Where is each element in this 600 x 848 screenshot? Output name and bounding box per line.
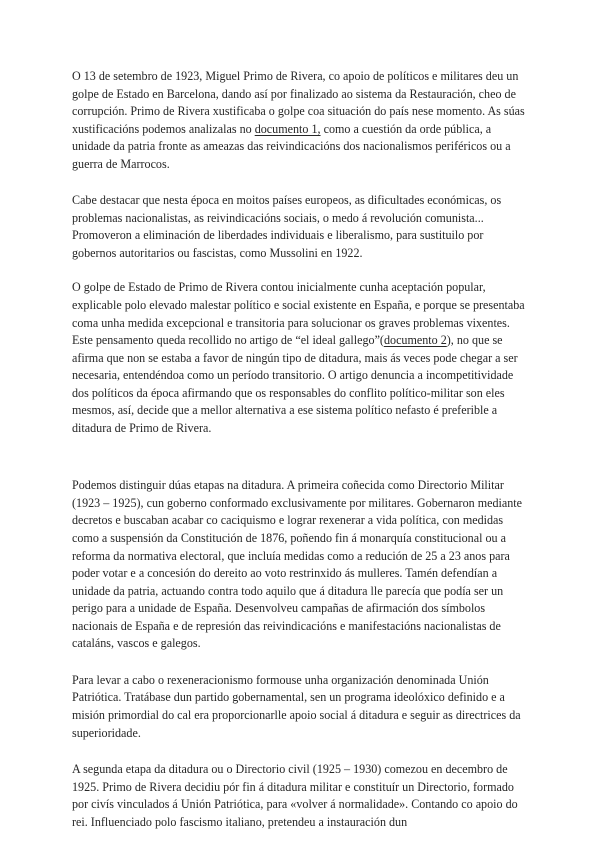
paragraph-acceptance-text-end: ), no que se afirma que non se estaba a favor de ningún tipo de ditadura, mais ás veces pode chegar a ser necesaria, entendéndoa como un período transitorio. O artigo denuncia a incompetitividade dos políticos da época afirmando que os responsables do conflito político-militar son eles mesmos, así, decide que a mellor alternativa a ese sistema político nefasto é preferible a ditadura de Primo de Rivera. <box>72 333 518 435</box>
paragraph-coup-text-start: O 13 de setembro de 1923, Miguel Primo de Rivera, co apoio de políticos e militares deu un golpe de Estado en Barcelona, dando así por finalizado ao sistema da Restauración, cheo de corrupción. Primo de Rivera xustificaba o golpe coa situación do país nese momento. As súas xustificacións podemos analizalas no <box>72 69 525 136</box>
paragraph-patriotic-union: Para levar a cabo o rexeneracionismo formouse unha organización denominada Unión Patriótica. Tratábase dun partido gobernamental, sen un programa ideolóxico definido e a misión primordial do cal era proporcionarlle apoio social á ditadura e seguir as directrices da superioridade. <box>72 672 521 740</box>
paragraph-popular-acceptance <box>72 279 530 437</box>
paragraph-europe-context: Cabe destacar que nesta época en moitos países europeos, as dificultades económicas, os problemas nacionalistas, as reivindicacións sociais, o medo á revolución comunista... Promoveron a eliminación de liberdades individuais e liberalismo, para sustituilo por gobernos autoritarios ou fascistas, como Mussolini en 1922. <box>72 193 502 260</box>
document-1-reference: documento 1, <box>254 121 321 136</box>
paragraph-civil-directory: A segunda etapa da ditadura ou o Directorio civil (1925 – 1930) comezou en decembro de 1925. Primo de Rivera decidiu pór fin á ditadura militar e constituír un Directorio, formado por civís vinculados á Unión Patriótica, para «volver á normalidade». Contando co apoio do rei. Influenciado polo fascismo italiano, pretendeu a instauración dun <box>72 762 518 829</box>
paragraph-acceptance-text-start: O golpe de Estado de Primo de Rivera contou inicialmente cunha aceptación popular, explicable polo elevado malestar político e social existente en España, e porque se presentaba coma unha medida excepcional e transitoria para solucionar os graves problemas vixentes. Este pensamento queda recollido no artigo de “el ideal gallego”( <box>72 280 525 348</box>
paragraph-coup-text-end: como a cuestión da orde pública, a unidade da patria fronte as ameazas das reivindicacións dos nacionalismos periféricos ou a guerra de Marrocos. <box>72 121 511 171</box>
paragraph-military-directory: Podemos distinguir dúas etapas na ditadura. A primeira coñecida como Directorio Militar (1923 – 1925), cun goberno conformado exclusivamente por militares. Gobernaron mediante decretos e buscaban acabar co caciquismo e lograr rexenerar a vida política, con medidas como a suspensión da Constitución de 1876, poñendo fin á monarquía constitucional ou a reforma da normativa electoral, que incluía medidas como a redución de 25 a 23 anos para poder votar e a concesión do dereito ao voto restrinxido ás mulleres. Tamén defendían a unidade da patria, actuando contra todo aquilo que á ditadura lle parecía que podía ser un perigo para a unidade de España. Desenvolveu campañas de afirmación dos símbolos nacionais de España e de represión das reivindicacións e manifestacións nacionalistas de cataláns, vascos e galegos. <box>72 478 523 651</box>
paragraph-coup <box>72 68 530 173</box>
document-2-reference: documento 2 <box>383 333 447 348</box>
